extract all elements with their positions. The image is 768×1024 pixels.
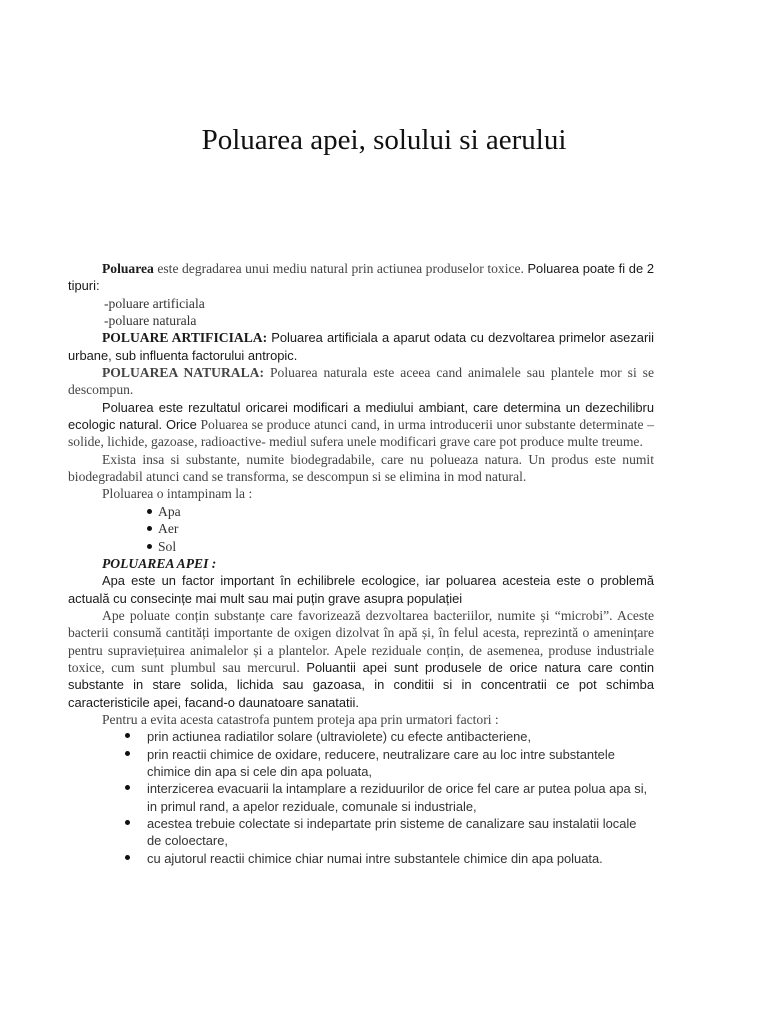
- list-item: Apa: [68, 503, 654, 520]
- list-item: Aer: [68, 520, 654, 537]
- paragraph-biodegradabile: Exista insa si substante, numite biodegradabile, care nu polueaza natura. Un produs este numit biodegradabil atunci cand se transforma, se descompun si se elimina in mod natural.: [68, 451, 654, 485]
- document-title: Poluarea apei, solului si aerului: [201, 124, 567, 156]
- factors-list: [68, 728, 654, 867]
- heading-artificiala: POLUARE ARTIFICIALA:: [102, 330, 268, 346]
- poluantii-text: Poluantii apei sunt produsele de orice natura care contin substante in stare solida, lichida sau gazoasa, in conditii si in concentratii ce pot schimba caracteristicile apei, facand-o daunatoare sanatatii.: [68, 659, 654, 710]
- paragraph-artificiala: [68, 329, 654, 364]
- paragraph-evita: Pentru a evita acesta catastrofa puntem proteja apa prin urmatori factori :: [102, 711, 499, 727]
- apa-2-text: Ape poluate conțin substanțe care favorizează dezvoltarea bacteriilor, numite și “microbi”. Aceste bacterii consumă cantități importante de oxigen dizolvat în apă și, în felul acesta, reprezintă o amenințare pentru supraviețuirea animalelor și a plantelor. Apele reziduale conțin, de asemenea, produse industriale toxice, cum sunt plumbul sau mercurul.: [68, 607, 654, 675]
- paragraph-definition: [68, 260, 654, 295]
- media-list: [68, 503, 654, 555]
- rezultat-text: Poluarea se produce atunci cand, in urma introducerii unor substante determinate – solide, lichide, gazoase, radioactive- mediul sufera unele modificari grave care pot produce multe treume.: [68, 417, 654, 450]
- paragraph-rezultat: [68, 399, 654, 451]
- naturala-text: Poluarea naturala este aceea cand animalele sau plantele mor si se descompun.: [68, 365, 654, 398]
- list-item: prin actiunea radiatilor solare (ultraviolete) cu efecte antibacteriene,: [68, 728, 654, 745]
- paragraph-naturala: [68, 364, 654, 399]
- type-artificial: -poluare artificiala: [104, 295, 205, 311]
- document-body: [68, 260, 654, 867]
- list-item: acestea trebuie colectate si indepartate prin sisteme de canalizare sau instalatii locale de coloectare,: [68, 815, 654, 850]
- heading-naturala: POLUAREA NATURALA:: [102, 365, 265, 381]
- list-item: interzicerea evacuarii la intamplare a reziduurilor de orice fel care ar putea polua apa si, in primul rand, a apelor reziduale, comunale si industriale,: [68, 780, 654, 815]
- list-item: prin reactii chimice de oxidare, reducere, neutralizare care au loc intre substantele chimice din apa si cele din apa poluata,: [68, 746, 654, 781]
- paragraph-apa-2: [68, 607, 654, 711]
- paragraph-intampinam: Ploluarea o intampinam la :: [102, 486, 253, 502]
- paragraph-apa-1: Apa este un factor important în echilibrele ecologice, iar poluarea acesteia este o problemă actuală cu consecințe mai mult sau mai puțin grave asupra populației: [68, 573, 654, 606]
- section-heading: POLUAREA APEI :: [102, 555, 217, 571]
- type-natural: -poluare naturala: [104, 313, 197, 329]
- list-item: cu ajutorul reactii chimice chiar numai intre substantele chimice din apa poluata.: [68, 850, 654, 867]
- definition-text: este degradarea unui mediu natural prin actiunea produselor toxice.: [153, 261, 528, 276]
- rezultat-sans-text: Poluarea este rezultatul oricarei modificari a mediului ambiant, care determina un dezechilibru ecologic natural. Orice: [68, 399, 654, 433]
- term-poluarea: Poluarea: [102, 261, 154, 276]
- list-item: Sol: [68, 538, 654, 555]
- heading-poluarea-apei: [68, 555, 654, 572]
- types-intro: Poluarea poate fi de 2 tipuri:: [68, 261, 654, 294]
- artificiala-text: Poluarea artificiala a aparut odata cu dezvoltarea primelor asezarii urbane, sub influenta factorului antropic.: [68, 330, 654, 363]
